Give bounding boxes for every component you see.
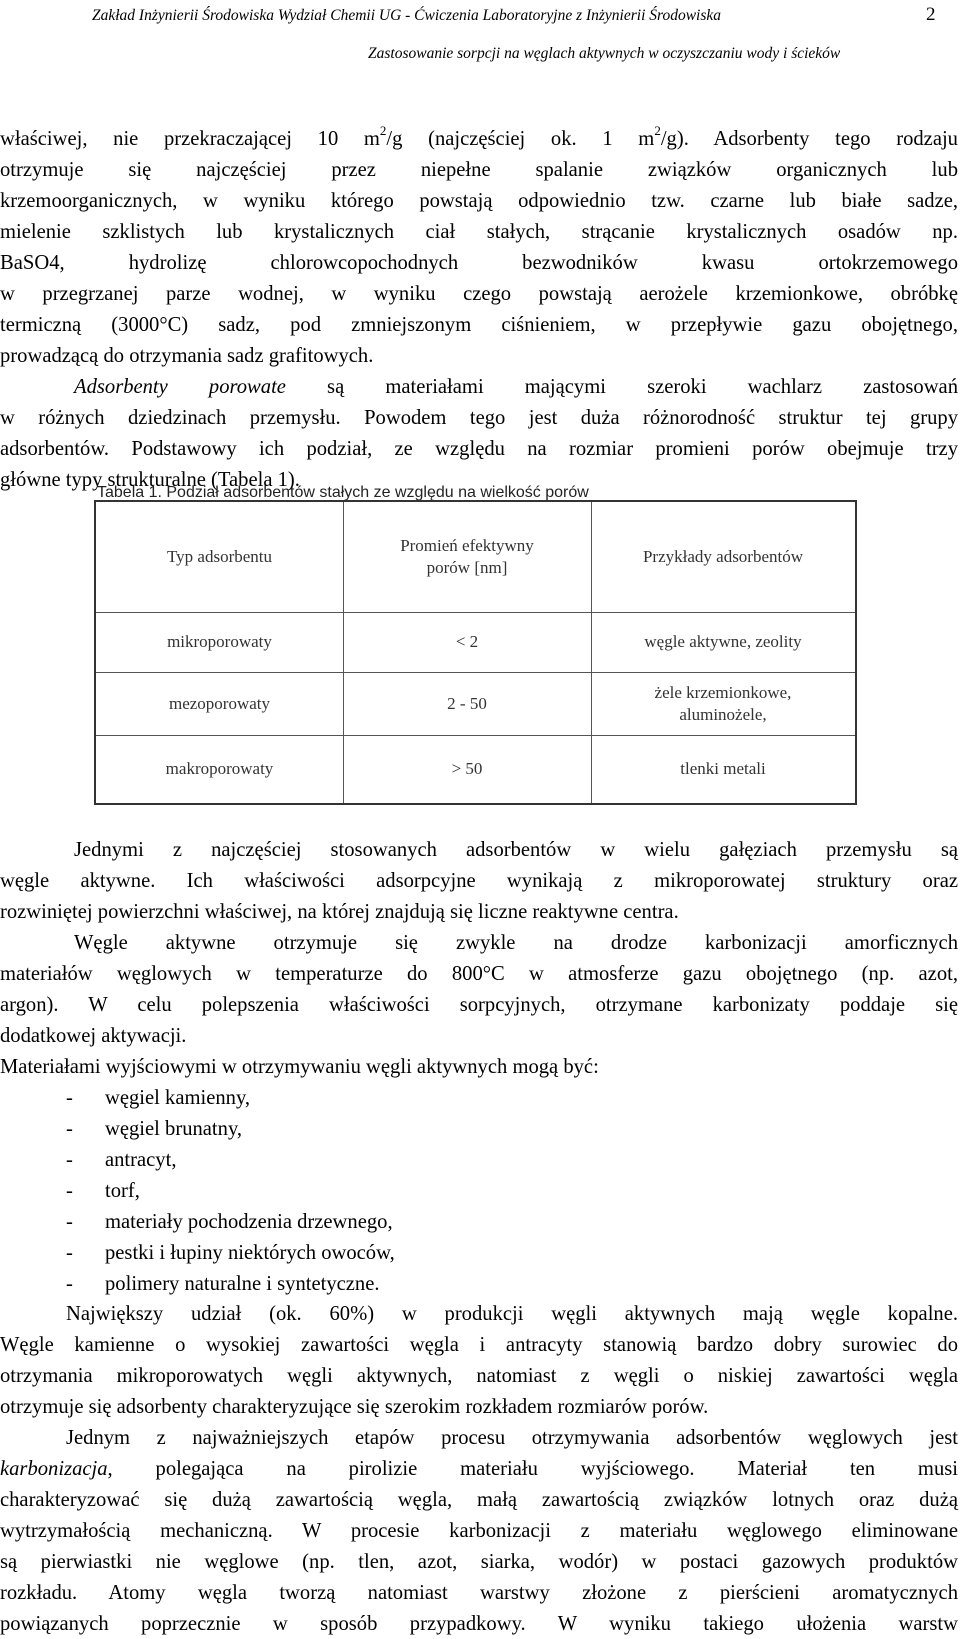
page-number: 2 [926, 4, 936, 25]
table-header-cell: Typ adsorbentu [166, 547, 273, 566]
paragraph-line: mielenie szklistych lub krystalicznych ciał stałych, strącanie krystalicznych osadów np. [0, 221, 958, 243]
paragraph-line: charakteryzować się dużą zawartością węgla, małą zawartością związków lotnych oraz dużą [0, 1489, 958, 1511]
table-cell: < 2 [455, 632, 479, 651]
paragraph-line: karbonizacja, polegająca na pirolizie materiału wyjściowego. Materiał ten musi [0, 1458, 958, 1480]
table-cell: żele krzemionkowe, aluminożele, [654, 682, 792, 724]
paragraph-line: główne typy strukturalne (Tabela 1). [0, 469, 300, 491]
table-cell: mikroporowaty [167, 632, 272, 651]
table-cell: węgle aktywne, zeolity [644, 632, 802, 651]
paragraph-line: BaSO4, hydrolizę chlorowcopochodnych bezwodników kwasu ortokrzemowego [0, 252, 958, 274]
paragraph-line: rozkładu. Atomy węgla tworzą natomiast warstwy złożone z pierścieni aromatycznych [0, 1582, 958, 1604]
paragraph-line: rozwiniętej powierzchni właściwej, na której znajdują się liczne reaktywne centra. [0, 901, 679, 923]
paragraph-line: właściwej, nie przekraczającej 10 $m^2/g$ (najczęściej ok. 1 $m^2/g$). Adsorbenty tego rodzaju [0, 123, 958, 150]
paragraph-line: powiązanych poprzecznie w sposób przypadkowy. W wyniku takiego ułożenia warstw [0, 1613, 958, 1635]
paragraph-line: Węgle aktywne otrzymuje się zwykle na drodze karbonizacji amorficznych [74, 932, 958, 954]
paragraph-line: otrzymuje się najczęściej przez niepełne spalanie związków organicznych lub [0, 159, 958, 181]
running-header-subtitle: Zastosowanie sorpcji na węglach aktywnych w oczyszczaniu wody i ścieków [368, 45, 841, 62]
paragraph-line: krzemoorganicznych, w wyniku którego powstają odpowiednio tzw. czarne lub białe sadze, [0, 190, 958, 212]
paragraph-line: w różnych dziedzinach przemysłu. Powodem tego jest duża różnorodność struktur tej grupy [0, 407, 958, 429]
table-cell: tlenki metali [680, 759, 766, 778]
table-caption: Tabela 1. Podział adsorbentów stałych ze względu na wielkość porów [97, 484, 589, 501]
paragraph-line: otrzymuje się adsorbenty charakteryzujące się szerokim rozkładem rozmiarów porów. [0, 1396, 709, 1418]
paragraph-line: Adsorbenty porowate są materiałami mającymi szeroki wachlarz zastosowań [74, 376, 958, 398]
paragraph-line: Jednym z najważniejszych etapów procesu otrzymywania adsorbentów węglowych jest [66, 1427, 958, 1449]
table-cell: mezoporowaty [168, 693, 271, 713]
paragraph-line: materiałów węglowych w temperaturze do 800°C w atmosferze gazu obojętnego (np. azot, [0, 963, 958, 985]
paragraph-line: Największy udział (ok. 60%) w produkcji węgli aktywnych mają węgle kopalne. [66, 1303, 958, 1325]
paragraph-line: są pierwiastki nie węglowe (np. tlen, azot, siarka, wodór) w postaci gazowych produktów [0, 1551, 958, 1573]
paragraph-line: termiczną (3000°C) sadz, pod zmniejszonym ciśnieniem, w przepływie gazu obojętnego, [0, 314, 958, 336]
paragraph-line: prowadzącą do otrzymania sadz grafitowych. [0, 345, 374, 367]
paragraph-line: Węgle kamienne o wysokiej zawartości węgla i antracyty stanowią bardzo dobry surowiec do [0, 1334, 958, 1356]
paragraph-line: argon). W celu polepszenia właściwości sorpcyjnych, otrzymane karbonizaty poddaje się [0, 994, 958, 1016]
table-cell: > 50 [451, 759, 483, 778]
list-intro: Materiałami wyjściowymi w otrzymywaniu węgli aktywnych mogą być: [0, 1056, 599, 1078]
paragraph-line: w przegrzanej parze wodnej, w wyniku czego powstają aerożele krzemionkowe, obróbkę [0, 283, 958, 305]
running-header-title: Zakład Inżynierii Środowiska Wydział Chemii UG - Ćwiczenia Laboratoryjne z Inżynierii Środowiska [92, 7, 722, 24]
paragraph-line: wytrzymałością mechaniczną. W procesie karbonizacji z materiału węglowego eliminowane [0, 1520, 958, 1542]
paragraph-line: adsorbentów. Podstawowy ich podział, ze względu na rozmiar promieni porów obejmuje trzy [0, 438, 958, 460]
table-cell: 2 - 50 [447, 693, 487, 713]
paragraph-line: węgle aktywne. Ich właściwości adsorpcyjne wynikają z mikroporowatej struktury oraz [0, 870, 958, 892]
table-header-cell: Przykłady adsorbentów [642, 547, 804, 566]
paragraph-line: dodatkowej aktywacji. [0, 1025, 187, 1047]
paragraph-line: Jednymi z najczęściej stosowanych adsorbentów w wielu gałęziach przemysłu są [74, 839, 958, 861]
paragraph-line: otrzymania mikroporowatych węgli aktywnych, natomiast z węgli o niskiej zawartości węgla [0, 1365, 958, 1387]
pore-size-table [94, 500, 857, 805]
table-cell: makroporowaty [165, 759, 274, 778]
table-header-cell: Promień efektywny porów [nm] [400, 536, 534, 577]
